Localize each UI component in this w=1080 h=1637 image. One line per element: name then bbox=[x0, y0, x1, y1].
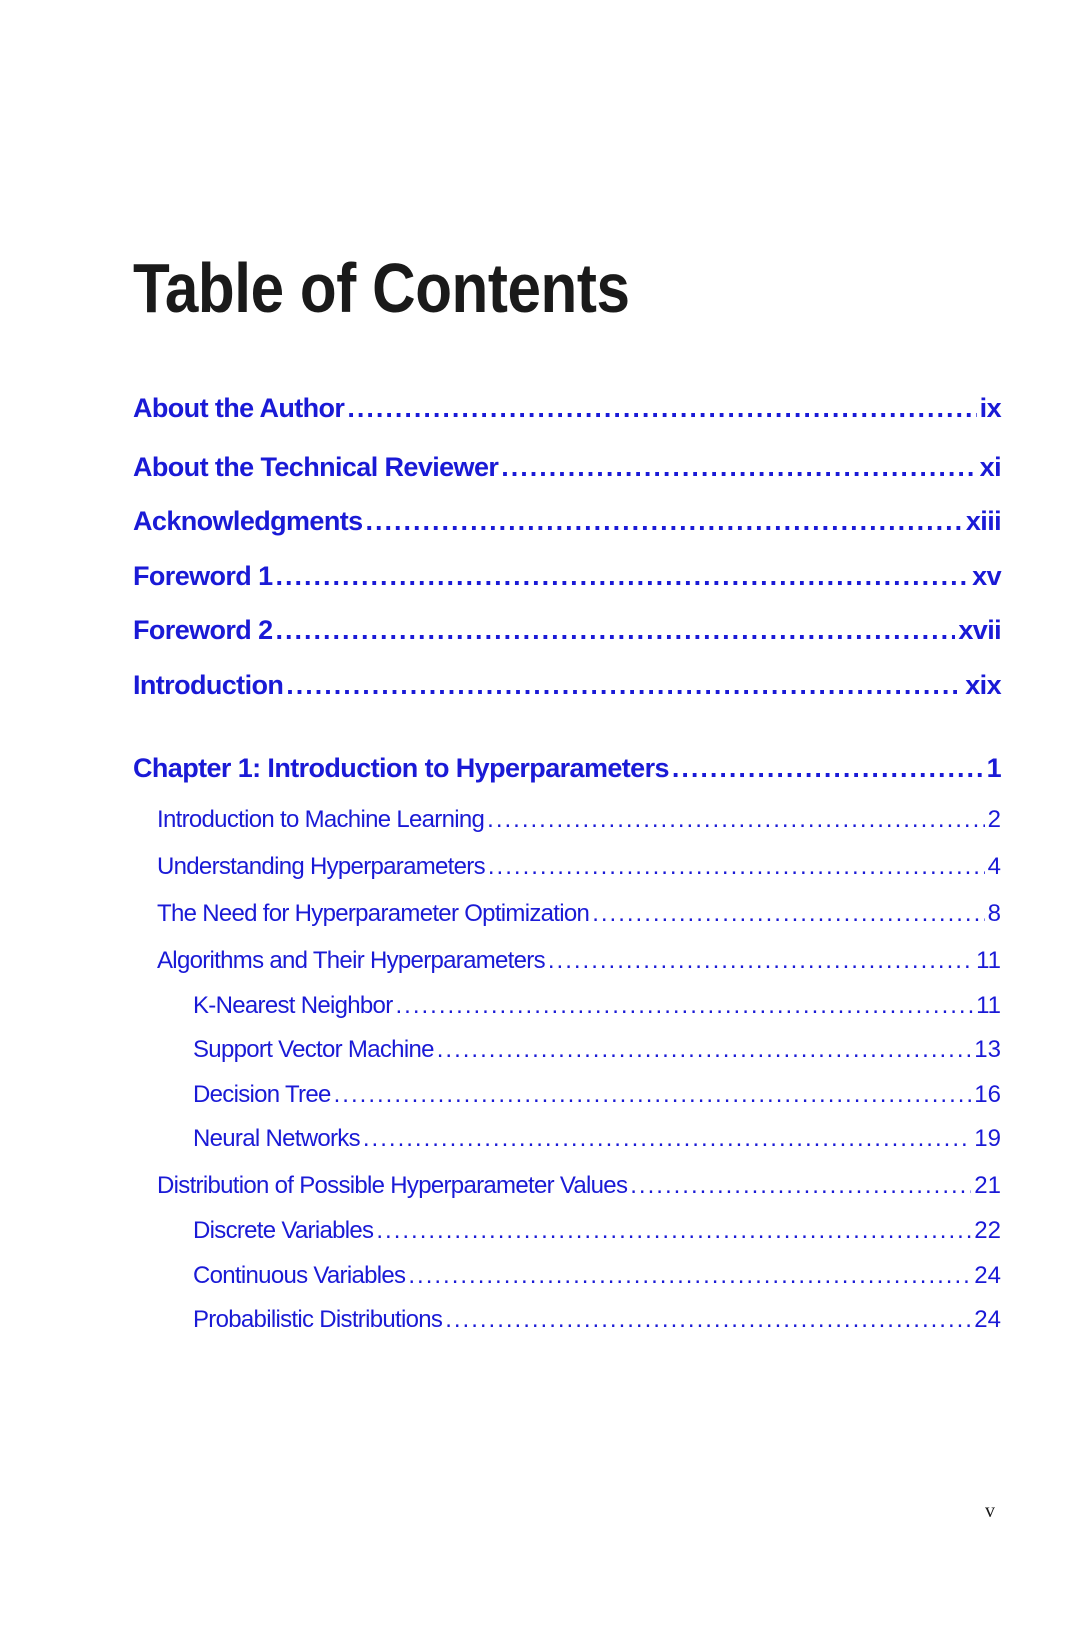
toc-entry-subsection[interactable] bbox=[193, 991, 1001, 1021]
toc-entry-page: xvii bbox=[958, 615, 1001, 645]
toc-entry-page: 19 bbox=[974, 1125, 1001, 1152]
dot-leader bbox=[366, 505, 963, 537]
toc-entry-page: 24 bbox=[974, 1306, 1001, 1333]
dot-leader bbox=[488, 852, 985, 882]
toc-entry-chapter-1[interactable] bbox=[133, 752, 1001, 784]
toc-entry-label: Decision Tree bbox=[193, 1081, 331, 1108]
toc-entry-page: 8 bbox=[987, 900, 1001, 927]
toc-entry-label: Chapter 1: Introduction to Hyperparameters bbox=[133, 753, 669, 783]
dot-leader bbox=[408, 1261, 971, 1291]
toc-entry-page: 22 bbox=[974, 1217, 1001, 1244]
dot-leader bbox=[437, 1035, 972, 1065]
toc-entry-subsection[interactable] bbox=[193, 1261, 1001, 1291]
toc-entry-about-author[interactable] bbox=[133, 392, 1001, 424]
toc-entry-foreword-2[interactable] bbox=[133, 614, 1001, 646]
toc-entry-subsection[interactable] bbox=[193, 1080, 1001, 1110]
toc-entry-section[interactable] bbox=[157, 946, 1001, 976]
toc-entry-label: The Need for Hyperparameter Optimization bbox=[157, 900, 590, 927]
toc-entry-page: xv bbox=[972, 561, 1001, 591]
toc-entry-label: Introduction bbox=[133, 670, 284, 700]
toc-entry-page: 2 bbox=[987, 806, 1001, 833]
dot-leader bbox=[276, 560, 970, 592]
toc-entry-subsection[interactable] bbox=[193, 1035, 1001, 1065]
dot-leader bbox=[487, 805, 984, 835]
toc-entry-section[interactable] bbox=[157, 852, 1001, 882]
toc-entry-section[interactable] bbox=[157, 1171, 1001, 1201]
toc-entry-label: Discrete Variables bbox=[193, 1217, 374, 1244]
toc-entry-page: 4 bbox=[987, 853, 1001, 880]
toc-entry-page: 13 bbox=[974, 1036, 1001, 1063]
dot-leader bbox=[630, 1171, 971, 1201]
toc-entry-introduction[interactable] bbox=[133, 669, 1001, 701]
dot-leader bbox=[376, 1216, 971, 1246]
toc-entry-label: Neural Networks bbox=[193, 1125, 360, 1152]
toc-entry-page: xiii bbox=[965, 506, 1001, 536]
page-number: v bbox=[985, 1500, 995, 1522]
toc-entry-subsection[interactable] bbox=[193, 1124, 1001, 1154]
toc-entry-section[interactable] bbox=[157, 899, 1001, 929]
dot-leader bbox=[286, 669, 962, 701]
toc-entry-page: 11 bbox=[976, 992, 1001, 1019]
toc-entry-label: Distribution of Possible Hyperparameter Values bbox=[157, 1172, 628, 1199]
toc-entry-page: 16 bbox=[974, 1081, 1001, 1108]
dot-leader bbox=[396, 991, 974, 1021]
toc-entry-page: 21 bbox=[974, 1172, 1001, 1199]
dot-leader bbox=[363, 1124, 971, 1154]
dot-leader bbox=[445, 1305, 971, 1335]
toc-entry-label: Foreword 2 bbox=[133, 615, 273, 645]
toc-entry-acknowledgments[interactable] bbox=[133, 505, 1001, 537]
toc-entry-page: ix bbox=[979, 393, 1001, 423]
toc-entry-label: Probabilistic Distributions bbox=[193, 1306, 443, 1333]
toc-entry-label: Continuous Variables bbox=[193, 1262, 406, 1289]
toc-entry-page: 1 bbox=[986, 753, 1001, 783]
dot-leader bbox=[592, 899, 984, 929]
toc-entry-label: K-Nearest Neighbor bbox=[193, 992, 393, 1019]
toc-entry-page: xix bbox=[965, 670, 1001, 700]
toc-entry-subsection[interactable] bbox=[193, 1216, 1001, 1246]
dot-leader bbox=[548, 946, 973, 976]
toc-entry-page: 11 bbox=[976, 947, 1001, 974]
toc-entry-subsection[interactable] bbox=[193, 1305, 1001, 1335]
dot-leader bbox=[334, 1080, 972, 1110]
toc-entry-foreword-1[interactable] bbox=[133, 560, 1001, 592]
toc-entry-label: Foreword 1 bbox=[133, 561, 273, 591]
toc-entry-label: Understanding Hyperparameters bbox=[157, 853, 485, 880]
dot-leader bbox=[501, 451, 976, 483]
toc-entry-label: Acknowledgments bbox=[133, 506, 363, 536]
toc-entry-label: Support Vector Machine bbox=[193, 1036, 434, 1063]
dot-leader bbox=[347, 392, 976, 424]
toc-entry-about-technical-reviewer[interactable] bbox=[133, 451, 1001, 483]
dot-leader bbox=[276, 614, 956, 646]
toc-entry-label: Introduction to Machine Learning bbox=[157, 806, 485, 833]
page-title: Table of Contents bbox=[133, 249, 630, 327]
toc-entry-label: Algorithms and Their Hyperparameters bbox=[157, 947, 545, 974]
toc-entry-label: About the Author bbox=[133, 393, 345, 423]
toc-entry-label: About the Technical Reviewer bbox=[133, 452, 499, 482]
toc-entry-page: 24 bbox=[974, 1262, 1001, 1289]
toc-entry-section[interactable] bbox=[157, 805, 1001, 835]
dot-leader bbox=[672, 752, 984, 784]
toc-entry-page: xi bbox=[979, 452, 1001, 482]
